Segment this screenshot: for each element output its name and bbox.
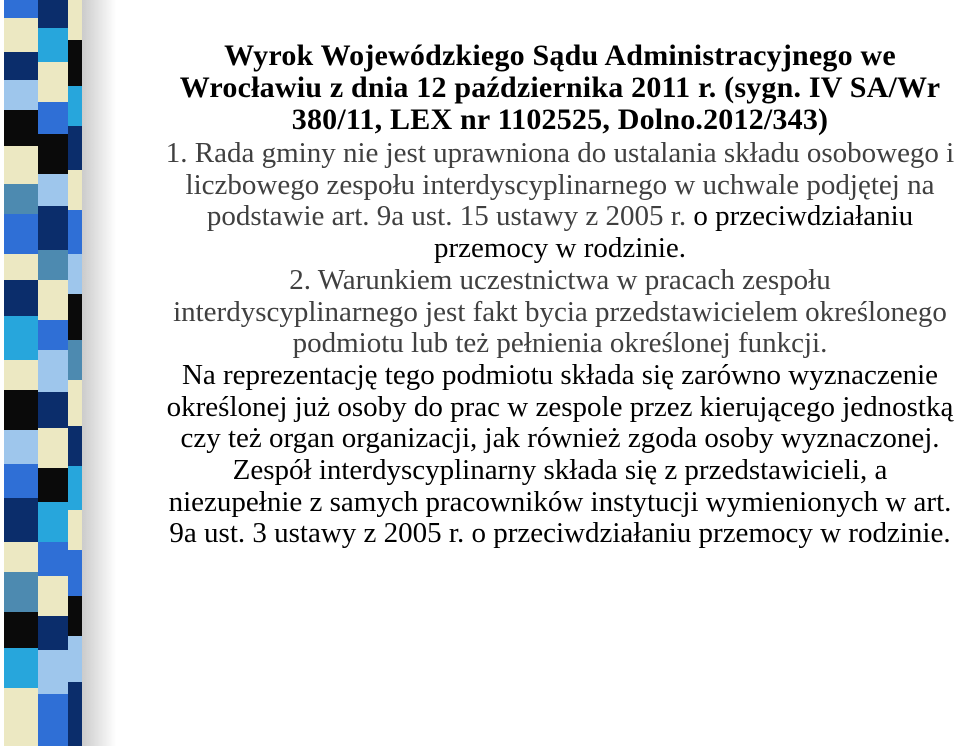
strip-block bbox=[38, 616, 68, 650]
strip-block bbox=[4, 390, 38, 430]
strip-block bbox=[68, 682, 82, 746]
strip-block bbox=[4, 612, 38, 648]
slide-title: Wyrok Wojewódzkiego Sądu Administracyjnego we Wrocławiu z dnia 12 października 2011 r. (sygn. IV SA/Wr 380/11, LEX nr 1102525, Dolno.2012/343) bbox=[179, 39, 941, 136]
strip-block bbox=[68, 86, 82, 126]
strip-block bbox=[38, 468, 68, 502]
strip-block bbox=[68, 126, 82, 170]
paragraph-point-1 bbox=[165, 138, 955, 265]
paragraph-point-3: Na reprezentację tego podmiotu składa się zarówno wyznaczenie określonej już osoby do prac w zespole przez kierującego jednostką czy też organ organizacji, jak również zgoda osoby wyznaczonej. Zespół interdyscyplinarny składa się z przedstawicieli, a niezupełnie z samych pracowników instytucji wymienionych w art. 9a ust. 3 ustawy z 2005 r. o przeciwdziałaniu przemocy w rodzinie. bbox=[166, 358, 954, 550]
strip-block bbox=[38, 502, 68, 542]
strip-block bbox=[38, 280, 68, 320]
strip-block bbox=[38, 350, 68, 392]
point-1-tail: o przeciwdziałaniu przemocy w rodzinie. bbox=[433, 200, 914, 265]
strip-block bbox=[4, 648, 38, 688]
strip-block bbox=[4, 254, 38, 280]
strip-block bbox=[4, 80, 38, 110]
strip-block bbox=[38, 28, 68, 62]
strip-block bbox=[4, 572, 38, 612]
strip-block bbox=[68, 170, 82, 210]
strip-block bbox=[4, 498, 38, 542]
strip-block bbox=[68, 596, 82, 636]
strip-block bbox=[4, 430, 38, 464]
strip-block bbox=[38, 392, 68, 428]
strip-block bbox=[38, 576, 68, 616]
decorative-strip bbox=[0, 0, 120, 746]
strip-block bbox=[38, 428, 68, 468]
strip-block bbox=[38, 0, 68, 28]
strip-block bbox=[38, 542, 68, 576]
strip-block bbox=[4, 688, 38, 746]
strip-block bbox=[38, 650, 68, 694]
strip-block bbox=[4, 542, 38, 572]
strip-block bbox=[4, 0, 38, 18]
strip-block bbox=[68, 550, 82, 596]
strip-block bbox=[68, 210, 82, 254]
strip-block bbox=[4, 146, 38, 184]
strip-block bbox=[68, 254, 82, 294]
strip-block bbox=[68, 466, 82, 510]
strip-block bbox=[38, 62, 68, 102]
point-1-text: 1. Rada gminy nie jest uprawniona do ustalania składu osobowego i liczbowego zespołu interdyscyplinarnego w uchwale podjętej na podstawie art. 9a ust. 15 ustawy z 2005 r. bbox=[165, 137, 955, 233]
strip-block bbox=[4, 110, 38, 146]
strip-block bbox=[68, 340, 82, 380]
strip-block bbox=[68, 380, 82, 426]
strip-block bbox=[4, 360, 38, 390]
strip-block bbox=[4, 18, 38, 52]
strip-block bbox=[38, 102, 68, 134]
strip-block bbox=[4, 280, 38, 316]
slide-content bbox=[165, 40, 955, 550]
strip-block bbox=[38, 174, 68, 206]
strip-block bbox=[4, 214, 38, 254]
strip-block bbox=[68, 426, 82, 466]
strip-block bbox=[4, 464, 38, 498]
strip-block bbox=[38, 250, 68, 280]
strip-block bbox=[4, 316, 38, 360]
strip-block bbox=[68, 294, 82, 340]
strip-block bbox=[38, 694, 68, 746]
strip-block bbox=[38, 206, 68, 250]
strip-block bbox=[68, 636, 82, 682]
strip-block bbox=[68, 40, 82, 86]
strip-block bbox=[38, 320, 68, 350]
strip-block bbox=[38, 134, 68, 174]
strip-block bbox=[68, 510, 82, 550]
strip-block bbox=[68, 0, 82, 40]
paragraph-point-2: 2. Warunkiem uczestnictwa w pracach zespołu interdyscyplinarnego jest fakt bycia przedstawicielem określonego podmiotu lub też pełnienia określonej funkcji. bbox=[173, 263, 947, 360]
strip-block bbox=[4, 184, 38, 214]
strip-block bbox=[4, 52, 38, 80]
